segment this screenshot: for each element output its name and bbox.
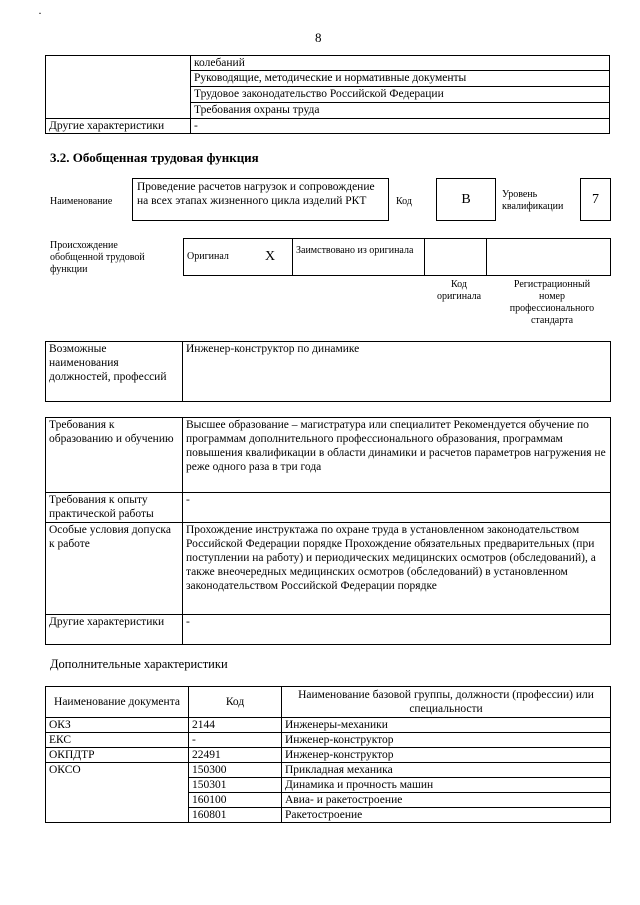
top-table-value: Требования охраны труда [191,103,610,119]
code-cell: 150301 [189,778,282,793]
top-table-value: - [191,119,610,134]
table-row [46,808,611,823]
code-cell: 2144 [189,718,282,733]
top-table-label: Другие характеристики [46,119,191,134]
doc-cell [46,778,189,793]
original-mark: X [248,239,293,276]
positions-value: Инженер-конструктор по динамике [183,342,611,402]
req-label: Требования к образованию и обучению [46,418,183,493]
function-name-box [132,178,389,221]
origin-code-cell [425,239,487,276]
function-name-value: Проведение расчетов нагрузок и сопровождение на всех этапах жизненного цикла изделий РКТ [137,181,375,207]
top-table-value: Руководящие, методические и нормативные документы [191,71,610,87]
additional-title: Дополнительные характеристики [50,657,228,671]
table-row [46,342,611,402]
table-row [46,418,611,493]
name-cell: Авиа- и ракетостроение [282,793,611,808]
top-table-label [46,71,191,87]
top-table-label [46,87,191,103]
header-doc: Наименование документа [46,687,189,718]
table-header-row [46,687,611,718]
name-cell: Инженеры-механики [282,718,611,733]
level-box [580,178,611,221]
name-cell: Инженер-конструктор [282,748,611,763]
name-cell: Динамика и прочность машин [282,778,611,793]
table-row [46,778,611,793]
table-row [46,763,611,778]
table-row [46,56,610,71]
code-cell: - [189,733,282,748]
origin-table [183,238,611,276]
table-row [46,793,611,808]
req-label: Другие характеристики [46,615,183,645]
origin-reg-cell [487,239,611,276]
top-table-value: Трудовое законодательство Российской Федерации [191,87,610,103]
positions-label: Возможные наименования должностей, профессий [46,342,183,402]
code-value: B [461,192,471,207]
table-row [46,87,610,103]
table-row [46,119,610,134]
table-row [46,748,611,763]
code-label: Код [396,196,412,207]
origin-label: Происхождение обобщенной трудовой функции [50,240,145,275]
table-row [46,523,611,615]
top-table-label [46,103,191,119]
req-value: - [183,615,611,645]
doc-cell: ОКЗ [46,718,189,733]
header-name: Наименование базовой группы, должности (профессии) или специальности [282,687,611,718]
table-row [46,493,611,523]
req-value: - [183,493,611,523]
positions-table [45,341,611,402]
page-number: 8 [315,30,322,45]
doc-cell [46,793,189,808]
additional-table [45,686,611,823]
name-cell: Прикладная механика [282,763,611,778]
table-row [46,103,610,119]
section-title: 3.2. Обобщенная трудовая функция [50,150,259,165]
code-cell: 160100 [189,793,282,808]
req-value: Высшее образование – магистратура или специалитет Рекомендуется обучение по программам дополнительного профессионального образования, программам повышения квалификации в области динамики и расчетов параметров нагружения не реже одного раза в три года [183,418,611,493]
top-table-label [46,56,191,71]
code-box [436,178,496,221]
table-row [46,615,611,645]
requirements-table [45,417,611,645]
name-cell: Ракетостроение [282,808,611,823]
req-label: Требования к опыту практической работы [46,493,183,523]
origin-code-caption: Код оригинала [436,279,482,302]
name-label: Наименование [50,196,113,207]
corner-mark: · [38,6,42,20]
level-label: Уровень квалификации [502,189,564,212]
top-table-value: колебаний [191,56,610,71]
level-value: 7 [592,192,599,207]
doc-cell [46,808,189,823]
table-row [46,733,611,748]
table-row [46,718,611,733]
borrowed-label: Заимствовано из оригинала [293,239,425,276]
table-row [46,71,610,87]
code-cell: 22491 [189,748,282,763]
code-cell: 160801 [189,808,282,823]
doc-cell: ЕКС [46,733,189,748]
header-code: Код [189,687,282,718]
doc-cell: ОКПДТР [46,748,189,763]
req-label: Особые условия допуска к работе [46,523,183,615]
code-cell: 150300 [189,763,282,778]
top-table [45,55,610,134]
doc-cell: ОКСО [46,763,189,778]
name-cell: Инженер-конструктор [282,733,611,748]
origin-reg-caption: Регистрационный номер профессионального стандарта [509,279,595,326]
req-value: Прохождение инструктажа по охране труда в установленном законодательством Российской Федерации порядке Прохождение обязательных предварительных (при поступлении на работу) и периодических медицинских осмотров (обследований), а также внеочередных медицинских осмотров (обследований) в установленном законодательством Российской Федерации порядке [183,523,611,615]
original-label: Оригинал [184,239,249,276]
